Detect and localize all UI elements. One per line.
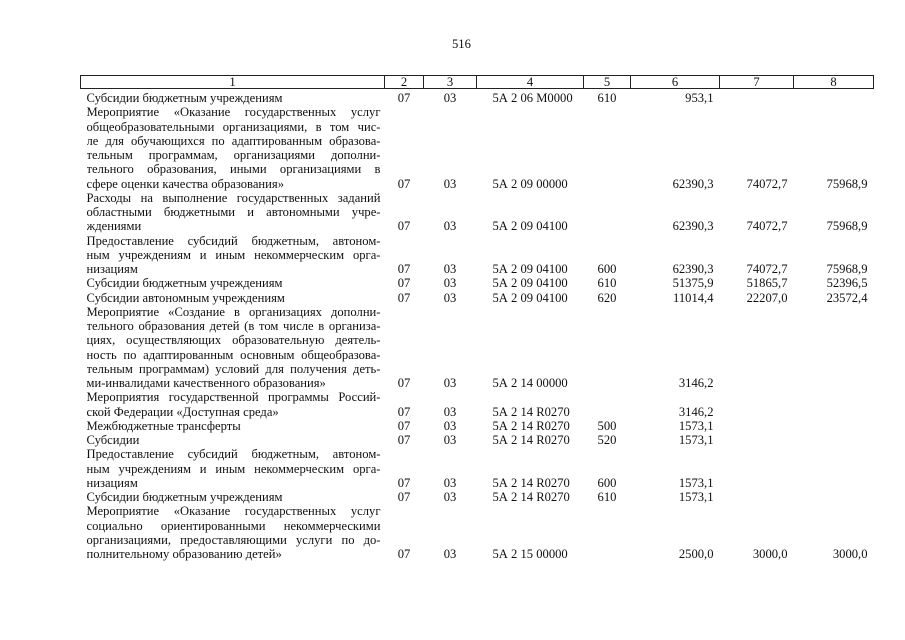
description-line: социально ориентированными некоммерческими: [86, 518, 381, 533]
table-row: [81, 433, 874, 447]
table-row: [81, 105, 874, 191]
expense-type-code: 600: [597, 475, 617, 490]
amount-year-2: [720, 390, 794, 419]
subsection-code: 03: [443, 418, 457, 433]
target-article-code: 5А 2 09 04100: [492, 219, 568, 234]
description-line: ской Федерации «Доступная среда»: [86, 404, 279, 419]
column-header-4: 4: [477, 76, 584, 89]
section-code: 07: [397, 91, 411, 105]
amount-year-2: 74072,7: [746, 262, 788, 276]
description-line: полнительному образованию детей»: [86, 547, 282, 561]
description-line: Расходы на выполнение государственных заданий: [86, 190, 381, 205]
description-line: Субсидии бюджетным учреждениям: [86, 490, 283, 504]
section-code: 07: [397, 276, 411, 291]
description-line: Субсидии бюджетным учреждениям: [86, 91, 283, 105]
amount-year-2: 22207,0: [746, 290, 788, 305]
description-line: низациям: [86, 262, 138, 276]
budget-table: [80, 75, 874, 561]
amount-year-3: [794, 419, 874, 433]
description-line: ным учреждениям и иным некоммерческим орга-: [86, 247, 381, 262]
amount-year-1: 2500,0: [678, 547, 714, 561]
description-line: сфере оценки качества образования»: [86, 176, 284, 191]
amount-year-2: 74072,7: [746, 219, 788, 234]
expense-type-code: 520: [597, 433, 617, 447]
expense-type-code: [584, 504, 631, 561]
target-article-code: 5А 2 09 04100: [492, 290, 568, 305]
amount-year-3: 52396,5: [826, 276, 868, 291]
description-line: тельным программам) условий для получения деть-: [86, 361, 381, 376]
amount-year-3: [794, 89, 874, 106]
section-code: 07: [397, 262, 411, 276]
amount-year-1: 1573,1: [678, 418, 714, 433]
description-line: Мероприятие «Создание в организациях дополни-: [86, 304, 381, 319]
amount-year-1: 3146,2: [678, 376, 714, 390]
section-code: 07: [397, 547, 411, 561]
amount-year-1: 953,1: [685, 91, 714, 105]
row-description: [81, 276, 385, 290]
row-description: [81, 390, 385, 419]
row-description: [81, 291, 385, 305]
amount-year-1: 3146,2: [678, 404, 714, 419]
amount-year-3: 75968,9: [826, 176, 868, 191]
section-code: 07: [397, 418, 411, 433]
subsection-code: 03: [443, 290, 457, 305]
subsection-code: 03: [443, 176, 457, 191]
table-row: [81, 504, 874, 561]
column-header-8: 8: [794, 76, 874, 89]
section-code: 07: [397, 219, 411, 234]
subsection-code: 03: [443, 91, 457, 105]
target-article-code: 5А 2 14 R0270: [492, 490, 570, 504]
expense-type-code: [584, 390, 631, 419]
expense-type-code: 610: [597, 91, 617, 105]
column-header-3: 3: [424, 76, 477, 89]
target-article-code: 5А 2 09 04100: [492, 276, 568, 291]
expense-type-code: 620: [597, 290, 617, 305]
table-row: [81, 305, 874, 391]
row-description: [81, 305, 385, 391]
target-article-code: 5А 2 09 04100: [492, 262, 568, 276]
section-code: 07: [397, 433, 411, 447]
description-line: Субсидии бюджетным учреждениям: [86, 276, 283, 291]
section-code: 07: [397, 176, 411, 191]
target-article-code: 5А 2 06 M0000: [492, 91, 573, 105]
subsection-code: 03: [443, 219, 457, 234]
expense-type-code: 610: [597, 276, 617, 291]
target-article-code: 5А 2 14 R0270: [492, 404, 570, 419]
page-number: 516: [452, 37, 471, 51]
table-row: [81, 390, 874, 419]
description-line: ным учреждениям и иным некоммерческим орга-: [86, 461, 381, 476]
amount-year-1: 62390,3: [672, 219, 714, 234]
amount-year-2: [720, 433, 794, 447]
section-code: 07: [397, 376, 411, 390]
amount-year-3: [794, 305, 874, 391]
amount-year-1: 11014,4: [673, 290, 714, 305]
description-line: ле для обучающихся по адаптированным образова-: [86, 133, 381, 148]
amount-year-1: 1573,1: [678, 475, 714, 490]
description-line: Межбюджетные трансферты: [86, 418, 241, 433]
description-line: Субсидии автономным учреждениям: [86, 290, 285, 305]
amount-year-3: 23572,4: [826, 290, 868, 305]
row-description: [81, 504, 385, 561]
description-line: тельным программам, организациями дополни-: [86, 148, 381, 162]
section-code: 07: [397, 290, 411, 305]
description-line: ность по адаптированным основным общеобразова-: [86, 347, 381, 362]
description-line: Мероприятие «Оказание государственных услуг: [86, 105, 381, 120]
table-row: [81, 276, 874, 290]
row-description: [81, 490, 385, 504]
description-line: ми-инвалидами качественного образования»: [86, 376, 326, 390]
description-line: областными бюджетными и автономными учре-: [86, 205, 381, 219]
subsection-code: 03: [443, 490, 457, 504]
row-description: [81, 89, 385, 106]
table-row: [81, 490, 874, 504]
subsection-code: 03: [443, 262, 457, 276]
amount-year-2: 74072,7: [746, 176, 788, 191]
amount-year-2: 3000,0: [752, 547, 788, 561]
amount-year-1: 62390,3: [672, 262, 714, 276]
row-description: [81, 433, 385, 447]
amount-year-1: 62390,3: [672, 176, 714, 191]
amount-year-2: [720, 490, 794, 504]
expense-type-code: 610: [597, 490, 617, 504]
section-code: 07: [397, 475, 411, 490]
amount-year-3: [794, 433, 874, 447]
target-article-code: 5А 2 14 00000: [492, 376, 568, 390]
description-line: Мероприятия государственной программы Россий-: [86, 390, 381, 405]
subsection-code: 03: [443, 547, 457, 561]
amount-year-3: 75968,9: [826, 219, 868, 234]
expense-type-code: 500: [597, 418, 617, 433]
section-code: 07: [397, 404, 411, 419]
amount-year-1: 1573,1: [678, 490, 714, 504]
amount-year-1: 51375,9: [672, 276, 714, 291]
row-description: [81, 419, 385, 433]
subsection-code: 03: [443, 376, 457, 390]
section-code: 07: [397, 490, 411, 504]
amount-year-2: 51865,7: [746, 276, 788, 291]
table-header-row: [81, 76, 874, 89]
expense-type-code: [584, 105, 631, 191]
amount-year-3: 3000,0: [832, 547, 868, 561]
row-description: [81, 191, 385, 234]
amount-year-2: [720, 89, 794, 106]
target-article-code: 5А 2 15 00000: [492, 547, 568, 561]
amount-year-3: [794, 447, 874, 490]
target-article-code: 5А 2 14 R0270: [492, 433, 570, 447]
description-line: тельного образования детей (в том числе в организа-: [86, 319, 381, 333]
column-header-6: 6: [631, 76, 720, 89]
description-line: тельного образования, иными организациями в: [86, 162, 381, 177]
column-header-1: 1: [81, 76, 385, 89]
amount-year-3: [794, 390, 874, 419]
description-line: циях, осуществляющих образовательную деятель-: [86, 333, 381, 348]
target-article-code: 5А 2 14 R0270: [492, 418, 570, 433]
row-description: [81, 447, 385, 490]
table-row: [81, 191, 874, 234]
table-row: [81, 89, 874, 106]
table-row: [81, 291, 874, 305]
amount-year-3: [794, 490, 874, 504]
subsection-code: 03: [443, 433, 457, 447]
target-article-code: 5А 2 09 00000: [492, 176, 568, 191]
description-line: низациям: [86, 475, 138, 490]
description-line: Мероприятие «Оказание государственных услуг: [86, 504, 381, 519]
expense-type-code: [584, 305, 631, 391]
amount-year-2: [720, 419, 794, 433]
expense-type-code: [584, 191, 631, 234]
subsection-code: 03: [443, 404, 457, 419]
row-description: [81, 234, 385, 277]
table-row: [81, 419, 874, 433]
row-description: [81, 105, 385, 191]
subsection-code: 03: [443, 475, 457, 490]
column-header-7: 7: [720, 76, 794, 89]
table-row: [81, 447, 874, 490]
description-line: Субсидии: [86, 433, 140, 447]
subsection-code: 03: [443, 276, 457, 291]
description-line: ждениями: [86, 219, 142, 234]
description-line: общеобразовательными организациями, в том чис-: [86, 119, 381, 134]
table-row: [81, 234, 874, 277]
description-line: организациями, предоставляющими услуги по до-: [86, 532, 381, 547]
amount-year-1: 1573,1: [678, 433, 714, 447]
description-line: Предоставление субсидий бюджетным, автоном-: [86, 447, 381, 462]
column-header-5: 5: [584, 76, 631, 89]
target-article-code: 5А 2 14 R0270: [492, 475, 570, 490]
description-line: Предоставление субсидий бюджетным, автоном-: [86, 233, 381, 248]
expense-type-code: 600: [597, 262, 617, 276]
column-header-2: 2: [385, 76, 424, 89]
amount-year-2: [720, 305, 794, 391]
amount-year-3: 75968,9: [826, 262, 868, 276]
amount-year-2: [720, 447, 794, 490]
